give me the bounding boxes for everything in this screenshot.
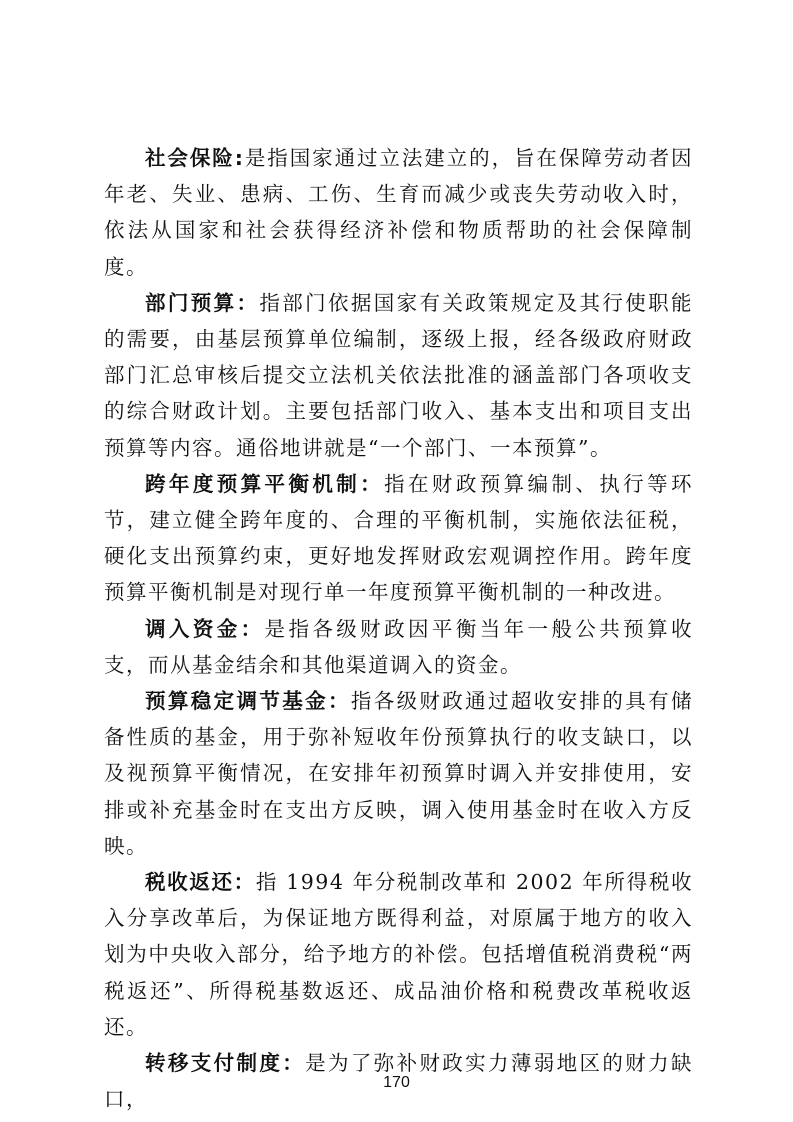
paragraph-social-insurance [104, 140, 693, 285]
term-heading: 调入资金： [145, 616, 265, 641]
paragraph-tax-rebate [104, 864, 693, 1045]
term-heading: 跨年度预算平衡机制： [145, 471, 385, 496]
paragraph-department-budget [104, 285, 693, 466]
term-heading: 税收返还： [145, 870, 256, 895]
term-definition: 是指各级财政因平衡当年一般公共预算收支，而从基金结余和其他渠道调入的资金。 [104, 616, 694, 677]
paragraph-stabilization-fund [104, 683, 693, 864]
term-heading: 社会保险: [145, 146, 245, 170]
term-definition: 指 1994 年分税制改革和 2002 年所得税收入分享改革后，为保证地方既得利益，对原属于地方的收入划为中央收入部分，给予地方的补偿。包括增值税消费税“两税返还”、所得税基数返还、成品油价格和税费改革税收返还。 [104, 870, 693, 1039]
paragraph-cross-year-balance [104, 466, 693, 611]
page-body [104, 140, 693, 1117]
page-number: 170 [383, 1074, 410, 1091]
term-definition: 指部门依据国家有关政策规定及其行使职能的需要，由基层预算单位编制，逐级上报，经各级政府财政部门汇总审核后提交立法机关依法批准的涵盖部门各项收支的综合财政计划。主要包括部门收入、基本支出和项目支出预算等内容。通俗地讲就是“一个部门、一本预算”。 [104, 290, 694, 460]
term-heading: 部门预算： [145, 290, 260, 315]
term-heading: 转移支付制度： [145, 1051, 306, 1076]
term-heading: 预算稳定调节基金： [145, 689, 351, 714]
term-definition: 是为了弥补财政实力薄弱地区的财力缺口， [104, 1051, 694, 1112]
term-definition: 指各级财政通过超收安排的具有储备性质的基金，用于弥补短收年份预算执行的收支缺口，以及视预算平衡情况，在安排年初预算时调入并安排使用，安排或补充基金时在支出方反映，调入使用基金时在收入方反映。 [104, 689, 694, 858]
paragraph-transferred-funds [104, 611, 693, 683]
term-definition: 指在财政预算编制、执行等环节，建立健全跨年度的、合理的平衡机制，实施依法征税，硬化支出预算约束，更好地发挥财政宏观调控作用。跨年度预算平衡机制是对现行单一年度预算平衡机制的一种改进。 [104, 471, 694, 605]
term-definition: 是指国家通过立法建立的，旨在保障劳动者因年老、失业、患病、工伤、生育而减少或丧失劳动收入时，依法从国家和社会获得经济补偿和物质帮助的社会保障制度。 [104, 146, 694, 279]
